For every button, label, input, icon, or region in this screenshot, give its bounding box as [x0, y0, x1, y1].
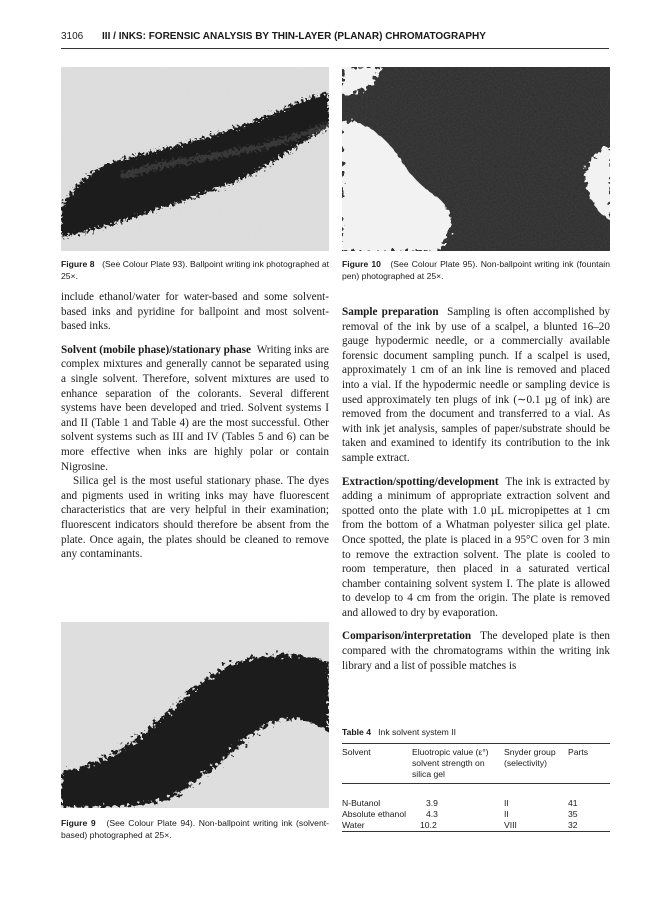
cell-parts: 35 — [568, 809, 578, 819]
text-solvent-phase: Writing inks are complex mixtures and generally cannot be separated using a single solvent. Therefore, solvent mixtures are used to enhance separation of the colorants. Several different systems have been developed and tried. Solvent systems I and II (Table 1 and Table 4) are the most successful. Other solvent systems such as III and IV (Tables 5 and 6) can be more effective when inks are highly polar or contain Nigrosine. — [61, 343, 330, 473]
heading-comparison: Comparison/interpretation — [342, 630, 472, 643]
figure-8-label: Figure 8 — [61, 259, 95, 269]
table-row — [342, 784, 610, 810]
figure-10-image — [342, 67, 610, 251]
table-4-grid — [342, 743, 610, 832]
cell-snyder: II — [504, 798, 509, 808]
figure-9-caption — [61, 817, 329, 841]
cell-parts: 32 — [568, 820, 578, 830]
cell-solvent: Absolute ethanol — [342, 809, 407, 819]
paragraph-solvent-phase — [61, 343, 329, 474]
paragraph-silica-gel: Silica gel is the most useful stationary phase. The dyes and pigments used in writing inks may have fluorescent characteristics that are very helpful in their examination; fluorescent indicators should therefore be absent from the plate. Once again, the plates should be cleaned to remove any contaminants. — [61, 475, 329, 561]
figure-8-caption — [61, 258, 329, 282]
text-extraction: The ink is extracted by adding a minimum of appropriate extraction solvent and spotted onto the plate with 1.0 µL micropipettes at 1 cm from the bottom of a Whatman polyester silica gel plate. Once spotted, the plate is placed in a 95°C oven for 3 min to remove the extraction solvent. The plate is cooled to room temperature, then placed in a saturated vertical chamber containing solvent system I. The plate is allowed to develop to 4 cm from the origin. The plate is removed and allowed to dry by evaporation. — [342, 475, 610, 619]
figure-9-image — [61, 622, 329, 808]
heading-sample-preparation: Sample preparation — [342, 306, 439, 318]
figure-9-label: Figure 9 — [61, 818, 96, 828]
cell-eluotropic: 3.9 — [426, 798, 438, 808]
cell-solvent: N-Butanol — [342, 798, 381, 808]
table-row — [342, 820, 610, 832]
cell-parts: 41 — [568, 798, 578, 808]
cell-eluotropic: 10.2 — [420, 820, 437, 830]
paragraph-sample-preparation — [342, 305, 610, 466]
table-4-title-text: Ink solvent system II — [378, 727, 457, 737]
col-header-parts: Parts — [568, 747, 589, 757]
right-column — [342, 305, 610, 673]
paragraph-comparison — [342, 629, 610, 673]
figure-10-caption-text: (See Colour Plate 95). Non-ballpoint writing ink (fountain pen) photographed at 25×. — [342, 259, 610, 281]
left-column — [61, 290, 329, 562]
table-4 — [342, 727, 610, 832]
col-header-eluotropic: Eluotropic value (ε°) solvent strength on silica gel — [412, 747, 489, 779]
table-4-label: Table 4 — [342, 727, 371, 737]
table-header-row — [342, 744, 610, 784]
cell-snyder: II — [504, 809, 509, 819]
table-row — [342, 809, 610, 820]
paragraph-solvents-continued: include ethanol/water for water-based and some solvent-based inks and pyridine for ballpoint and most solvent-based inks. — [61, 291, 329, 333]
running-header — [61, 31, 609, 49]
figure-10-caption — [342, 258, 610, 282]
page-number: 3106 — [61, 31, 84, 42]
figure-10-label: Figure 10 — [342, 259, 381, 269]
col-header-snyder: Snyder group (selectivity) — [504, 747, 556, 768]
text-comparison: The developed plate is then compared with the chromatograms within the writing ink library and a list of possible matches is — [342, 630, 610, 672]
figure-8-caption-text: (See Colour Plate 93). Ballpoint writing ink photographed at 25×. — [61, 259, 329, 281]
heading-solvent-phase: Solvent (mobile phase)/stationary phase — [61, 343, 252, 356]
cell-solvent: Water — [342, 820, 365, 830]
figure-8-image — [61, 67, 329, 251]
table-4-title — [342, 727, 610, 737]
text-sample-preparation: Sampling is often accomplished by removal of the ink by use of a scalpel, a blunted 16–20 gauge hypodermic needle, or a commercially available forensic document sampling punch. If a scalpel is used, approximately 1 cm of an ink line is removed and placed into a vial. If the hypodermic needle or sampling device is used approximately ten plugs of ink (∼0.1 µg of ink) are removed from the document and transferred to a vial. As with ink jet analysis, samples of paper/substrate should be taken and examined to identify its contribution to the ink sample extract. — [342, 306, 611, 464]
figure-9-caption-text: (See Colour Plate 94). Non-ballpoint writing ink (solvent-based) photographed at 25×. — [61, 818, 329, 840]
heading-extraction: Extraction/spotting/development — [342, 475, 499, 488]
cell-snyder: VIII — [504, 820, 517, 830]
paragraph-extraction — [342, 475, 610, 621]
col-header-solvent: Solvent — [342, 747, 371, 757]
cell-eluotropic: 4.3 — [426, 809, 438, 819]
running-title: III / INKS: FORENSIC ANALYSIS BY THIN-LAYER (PLANAR) CHROMATOGRAPHY — [102, 31, 486, 42]
